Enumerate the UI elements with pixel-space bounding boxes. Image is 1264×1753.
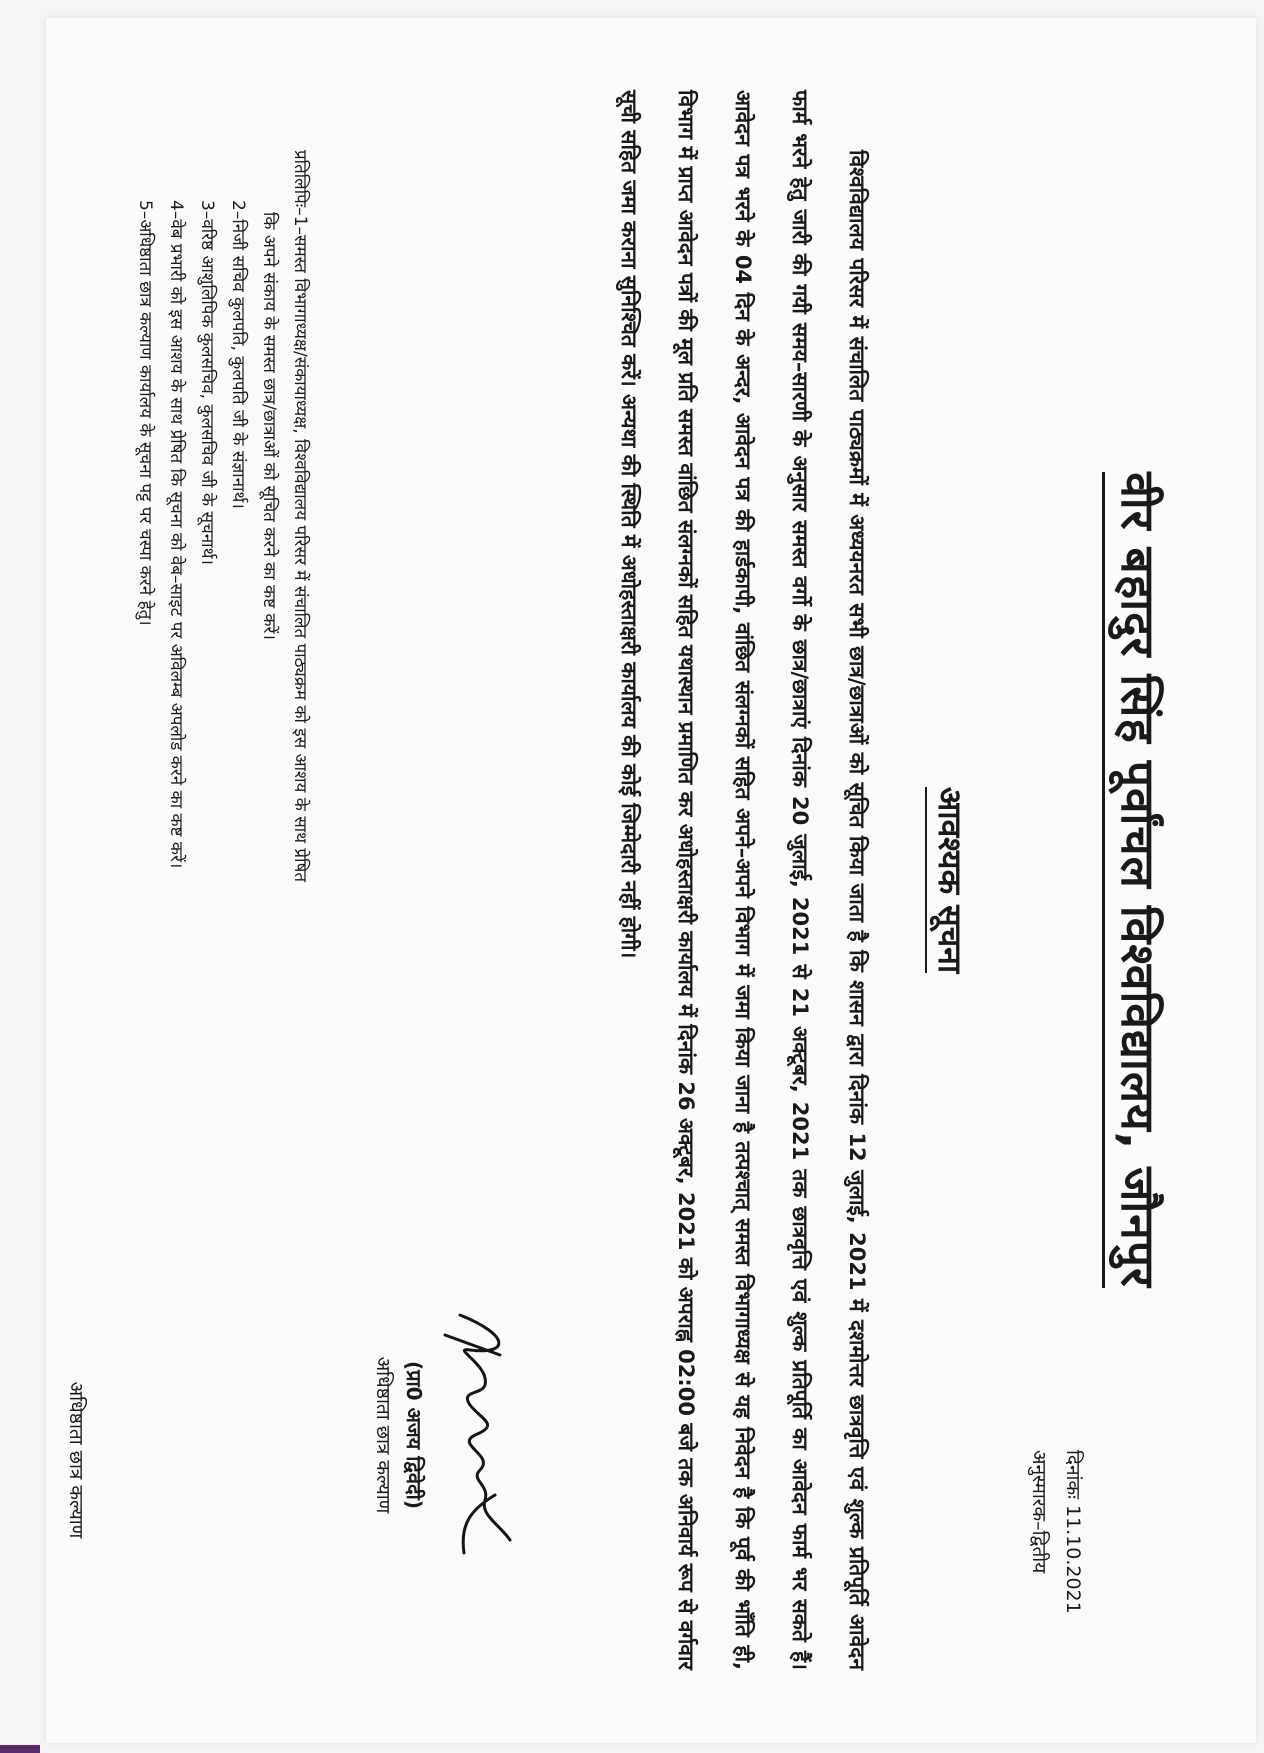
notice-heading: आवश्यक सूचना [929, 30, 972, 1730]
copy-item-5: 5–अधिष्ठाता छात्र कल्याण कार्यालय के सूचना पट्ट पर चस्पा करने हेतु। [135, 200, 155, 626]
copy-list [129, 150, 315, 1250]
footer-designation: अधिष्ठाता छात्र कल्याण [65, 1381, 87, 1539]
notice-date: दिनांकः 11.10.2021 [1062, 1450, 1084, 1614]
reminder-label: अनुस्मारक–द्वितीय [1028, 1450, 1050, 1574]
notice-body: विश्वविद्यालय परिसर में संचालित पाठ्यक्रमों में अध्ययनरत सभी छात्र/छात्राओं को सूचित किया जाता है कि शासन द्वारा दिनांक 12 जुलाई, 2021 में दशमोत्तर छात्रवृत्ति एवं शुल्क प्रतिपूर्ति आवेदन फार्म भरने हेतु जारी की गयी समय–सारणी के अनुसार समस्त वर्गो के छात्र/छात्राएं दिनांक 20 जुलाई, 2021 से 21 अक्टूबर, 2021 तक छात्रवृत्ति एवं शुल्क प्रतिपूर्ति का आवेदन फार्म भर सकते हैं। आवेदन पत्र भरने के 04 दिन के अन्दर, आवेदन पत्र की हार्डकापी, वांछित संलग्नकों सहित अपने–अपने विभाग में जमा किया जाना है तत्पश्चात् समस्त विभागाध्यक्ष से यह निवेदन है कि पूर्व की भाँति ही, विभाग में प्राप्त आवेदन पत्रों की मूल प्रति समस्त वांछित संलग्नकों सहित यथास्थान प्रमाणित कर अधोहस्ताक्षरी कार्यालय में दिनांक 26 अक्टूबर, 2021 को अपराह्न 02:00 बजे तक अनिवार्य रूप से वर्गवार सूची सहित जमा कराना सुनिश्चित करें। अन्यथा की स्थिति में अधोहस्ताक्षरी कार्यालय की कोई जिम्मेदारी नहीं होगी। [617, 90, 869, 1670]
signature-block [368, 1295, 530, 1575]
university-title: वीर बहादुर सिंह पूर्वांचल विश्वविद्यालय, जौनपुर [1108, 30, 1170, 1730]
copy-item-3: 3–वरिष्ठ आशुलिपिक कुलसचिव, कुलसचिव जी के सूचनार्थ। [197, 200, 217, 565]
copy-item-1-cont: कि अपने संकाय के समस्त छात्र/छात्राओं को सूचित करने का कष्ट करें। [259, 212, 279, 640]
date-block [1022, 1450, 1090, 1710]
signatory-name: (प्रा0 अजय द्विवेदी) [402, 1360, 426, 1509]
copy-item-2: 2–निजी सचिव कुलपति, कुलपति जी के संज्ञानार्थ। [228, 200, 248, 509]
handwritten-signature [430, 1295, 530, 1575]
rotated-document [40, 30, 1220, 1730]
copy-item-4: 4–वेब प्रभारी को इस आशय के साथ प्रेषित कि सूचना को वेब–साइट पर अविलम्ब अपलोड करने का कष्ट करें। [166, 200, 186, 869]
signatory-designation: अधिष्ठाता छात्र कल्याण [372, 1356, 394, 1514]
scan-edge-strip [0, 1745, 40, 1753]
copy-item-1: प्रतिलिपिः–1–समस्त विभागाध्यक्ष/संकायाध्यक्ष, विश्वविद्यालय परिसर में संचालित पाठ्यक्रम को इस आशय के साथ प्रेषित [290, 150, 310, 883]
